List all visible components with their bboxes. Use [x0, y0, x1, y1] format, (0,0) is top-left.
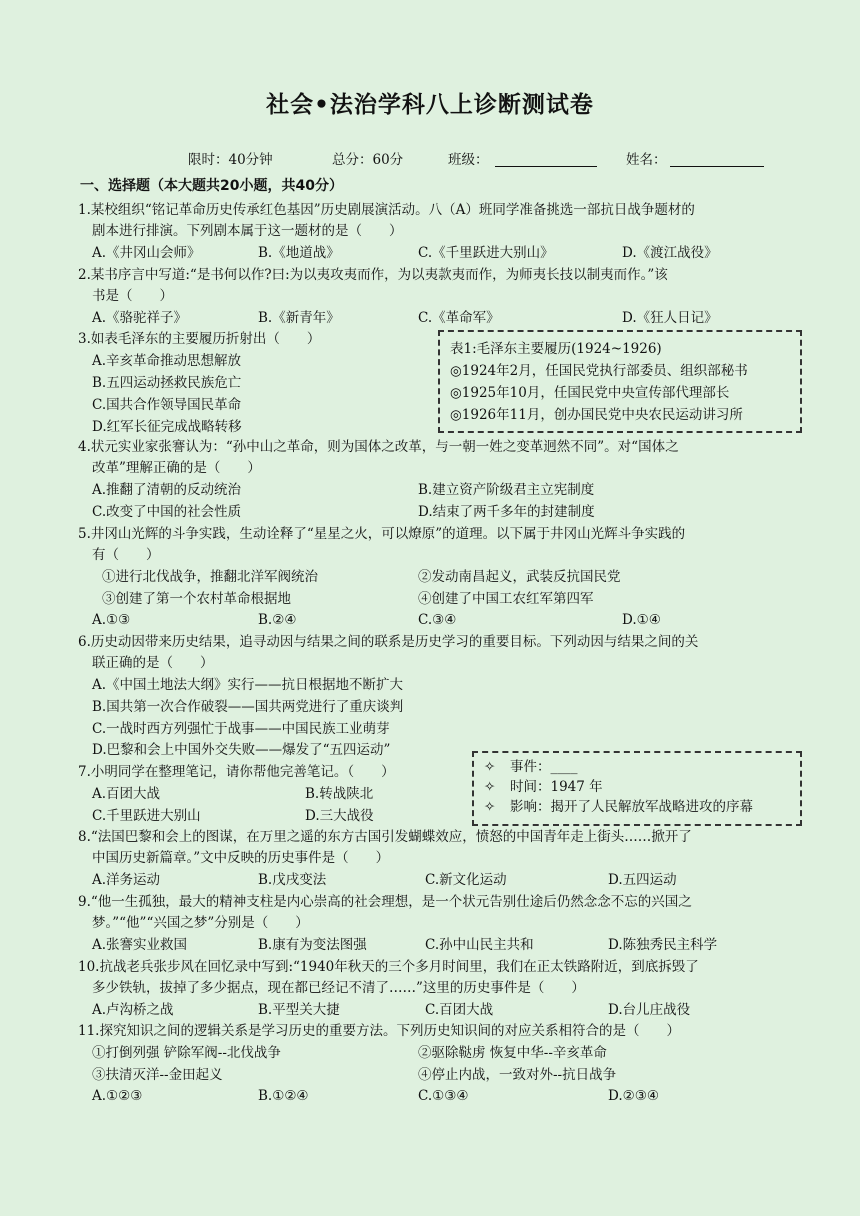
q7-note-event: ✧ 事件：____ — [484, 759, 578, 775]
q11-statement-1: ①打倒列强 铲除军阀--北伐战争 — [92, 1045, 281, 1061]
q1-option-a[interactable]: A.《井冈山会师》 — [92, 245, 201, 261]
q5-statement-3: ③创建了第一个农村革命根据地 — [102, 591, 291, 607]
q3-table-row: ◎1924年2月，任国民党执行部委员、组织部秘书 — [450, 363, 748, 379]
q2-stem-line1: 2.某书序言中写道:“是书何以作?曰:为以夷攻夷而作，为以夷款夷而作，为师夷长技以制夷而作。”该 — [78, 267, 668, 283]
q4-option-c[interactable]: C.改变了中国的社会性质 — [92, 504, 242, 520]
q9-option-a[interactable]: A.张謇实业救国 — [92, 937, 188, 953]
q7-note-time: ✧ 时间：1947 年 — [484, 779, 603, 795]
q10-option-a[interactable]: A.卢沟桥之战 — [92, 1002, 174, 1018]
q5-option-a[interactable]: A.①③ — [92, 612, 131, 628]
q6-option-c[interactable]: C.一战时西方列强忙于战事——中国民族工业萌芽 — [92, 721, 390, 737]
q4-stem-line1: 4.状元实业家张謇认为：“孙中山之革命，则为国体之改革，与一朝一姓之变革迥然不同”。对“国体之 — [78, 439, 679, 455]
q1-option-c[interactable]: C.《千里跃进大别山》 — [418, 245, 554, 261]
q3-option-a[interactable]: A.辛亥革命推动思想解放 — [92, 353, 242, 369]
name-field[interactable] — [670, 151, 764, 167]
q5-stem-line1: 5.井冈山光辉的斗争实践，生动诠释了“星星之火，可以燎原”的道理。以下属于井冈山光辉斗争实践的 — [78, 526, 686, 542]
sparkle-icon: ✧ — [484, 799, 496, 815]
q6-option-b[interactable]: B.国共第一次合作破裂——国共两党进行了重庆谈判 — [92, 699, 404, 715]
q7-option-b[interactable]: B.转战陕北 — [305, 786, 374, 802]
q10-option-c[interactable]: C.百团大战 — [425, 1002, 494, 1018]
q8-option-b[interactable]: B.戊戌变法 — [258, 872, 327, 888]
class-field[interactable] — [495, 151, 597, 167]
q4-stem-line2: 改革”理解正确的是（ ） — [92, 460, 261, 476]
q11-option-c[interactable]: C.①③④ — [418, 1088, 469, 1104]
q1-option-d[interactable]: D.《渡江战役》 — [622, 245, 718, 261]
q5-option-b[interactable]: B.②④ — [258, 612, 297, 628]
q4-option-a[interactable]: A.推翻了清朝的反动统治 — [92, 482, 242, 498]
q3-option-d[interactable]: D.红军长征完成战略转移 — [92, 419, 242, 435]
time-limit: 限时：40分钟 — [188, 152, 273, 168]
section-heading: 一、选择题（本大题共20小题，共40分） — [80, 178, 343, 194]
q11-statement-4: ④停止内战，一致对外--抗日战争 — [418, 1067, 617, 1083]
q2-option-a[interactable]: A.《骆驼祥子》 — [92, 310, 188, 326]
q6-option-d[interactable]: D.巴黎和会上中国外交失败——爆发了“五四运动” — [92, 742, 391, 758]
q11-statement-3: ③扶清灭洋--金田起义 — [92, 1067, 223, 1083]
q3-table-row: ◎1926年11月，创办国民党中央农民运动讲习所 — [450, 407, 743, 423]
q9-option-b[interactable]: B.康有为变法图强 — [258, 937, 367, 953]
q2-option-c[interactable]: C.《革命军》 — [418, 310, 500, 326]
sparkle-icon: ✧ — [484, 759, 496, 775]
q11-option-a[interactable]: A.①②③ — [92, 1088, 143, 1104]
q5-statement-1: ①进行北伐战争，推翻北洋军阀统治 — [102, 569, 318, 585]
q11-option-b[interactable]: B.①②④ — [258, 1088, 309, 1104]
q3-table-row: ◎1925年10月，任国民党中央宣传部代理部长 — [450, 385, 730, 401]
q5-stem-line2: 有（ ） — [92, 547, 160, 563]
q8-option-a[interactable]: A.洋务运动 — [92, 872, 161, 888]
q3-option-b[interactable]: B.五四运动拯救民族危亡 — [92, 375, 242, 391]
q8-stem-line2: 中国历史新篇章。”文中反映的历史事件是（ ） — [92, 850, 390, 866]
q9-stem-line1: 9.“他一生孤独，最大的精神支柱是内心崇高的社会理想，是一个状元告别仕途后仍然念念不忘的兴国之 — [78, 894, 692, 910]
sparkle-icon: ✧ — [484, 779, 496, 795]
q8-option-c[interactable]: C.新文化运动 — [425, 872, 507, 888]
q9-stem-line2: 梦。”“他”“兴国之梦”分别是（ ） — [92, 915, 309, 931]
q7-note-impact: ✧ 影响：揭开了人民解放军战略进攻的序幕 — [484, 799, 753, 815]
q6-stem-line1: 6.历史动因带来历史结果，追寻动因与结果之间的联系是历史学习的重要目标。下列动因与结果之间的关 — [78, 634, 699, 650]
total-score: 总分：60分 — [332, 152, 404, 168]
q5-option-d[interactable]: D.①④ — [622, 612, 661, 628]
q2-option-d[interactable]: D.《狂人日记》 — [622, 310, 718, 326]
q7-option-c[interactable]: C.千里跃进大别山 — [92, 808, 201, 824]
q4-option-b[interactable]: B.建立资产阶级君主立宪制度 — [418, 482, 595, 498]
q7-option-a[interactable]: A.百团大战 — [92, 786, 161, 802]
q1-stem-line1: 1.某校组织“铭记革命历史传承红色基因”历史剧展演活动。八（A）班同学准备挑选一部抗日战争题材的 — [78, 202, 695, 218]
q2-option-b[interactable]: B.《新青年》 — [258, 310, 340, 326]
q6-stem-line2: 联正确的是（ ） — [92, 655, 214, 671]
q11-statement-2: ②驱除鞑虏 恢复中华--辛亥革命 — [418, 1045, 607, 1061]
q10-option-d[interactable]: D.台儿庄战役 — [608, 1002, 691, 1018]
name-label: 姓名： — [626, 152, 667, 168]
q3-table-title: 表1:毛泽东主要履历(1924~1926) — [450, 341, 662, 357]
q8-option-d[interactable]: D.五四运动 — [608, 872, 677, 888]
q9-option-c[interactable]: C.孙中山民主共和 — [425, 937, 534, 953]
q5-statement-2: ②发动南昌起义，武装反抗国民党 — [418, 569, 621, 585]
class-label: 班级： — [448, 152, 489, 168]
q11-stem: 11.探究知识之间的逻辑关系是学习历史的重要方法。下列历史知识间的对应关系相符合的是（ ） — [78, 1023, 680, 1039]
q10-stem-line1: 10.抗战老兵张步风在回忆录中写到:“1940年秋天的三个多月时间里，我们在正太铁路附近，到底拆毁了 — [78, 959, 699, 975]
q6-option-a[interactable]: A.《中国土地法大纲》实行——抗日根据地不断扩大 — [92, 677, 404, 693]
q5-option-c[interactable]: C.③④ — [418, 612, 457, 628]
q4-option-d[interactable]: D.结束了两千多年的封建制度 — [418, 504, 595, 520]
q3-stem: 3.如表毛泽东的主要履历折射出（ ） — [78, 331, 321, 347]
q10-option-b[interactable]: B.平型关大捷 — [258, 1002, 340, 1018]
q2-stem-line2: 书是（ ） — [92, 288, 173, 304]
q1-option-b[interactable]: B.《地道战》 — [258, 245, 340, 261]
q7-option-d[interactable]: D.三大战役 — [305, 808, 374, 824]
q5-statement-4: ④创建了中国工农红军第四军 — [418, 591, 594, 607]
q3-option-c[interactable]: C.国共合作领导国民革命 — [92, 397, 242, 413]
q10-stem-line2: 多少铁轨，拔掉了多少据点，现在都已经记不清了……”这里的历史事件是（ ） — [92, 980, 585, 996]
q7-stem: 7.小明同学在整理笔记，请你帮他完善笔记。（ ） — [78, 764, 395, 780]
q11-option-d[interactable]: D.②③④ — [608, 1088, 659, 1104]
q8-stem-line1: 8.“法国巴黎和会上的图谋，在万里之遥的东方古国引发蝴蝶效应，愤怒的中国青年走上街头……掀开了 — [78, 829, 692, 845]
page-title: 社会•法治学科八上诊断测试卷 — [266, 92, 594, 118]
q9-option-d[interactable]: D.陈独秀民主科学 — [608, 937, 718, 953]
q1-stem-line2: 剧本进行排演。下列剧本属于这一题材的是（ ） — [92, 223, 403, 239]
